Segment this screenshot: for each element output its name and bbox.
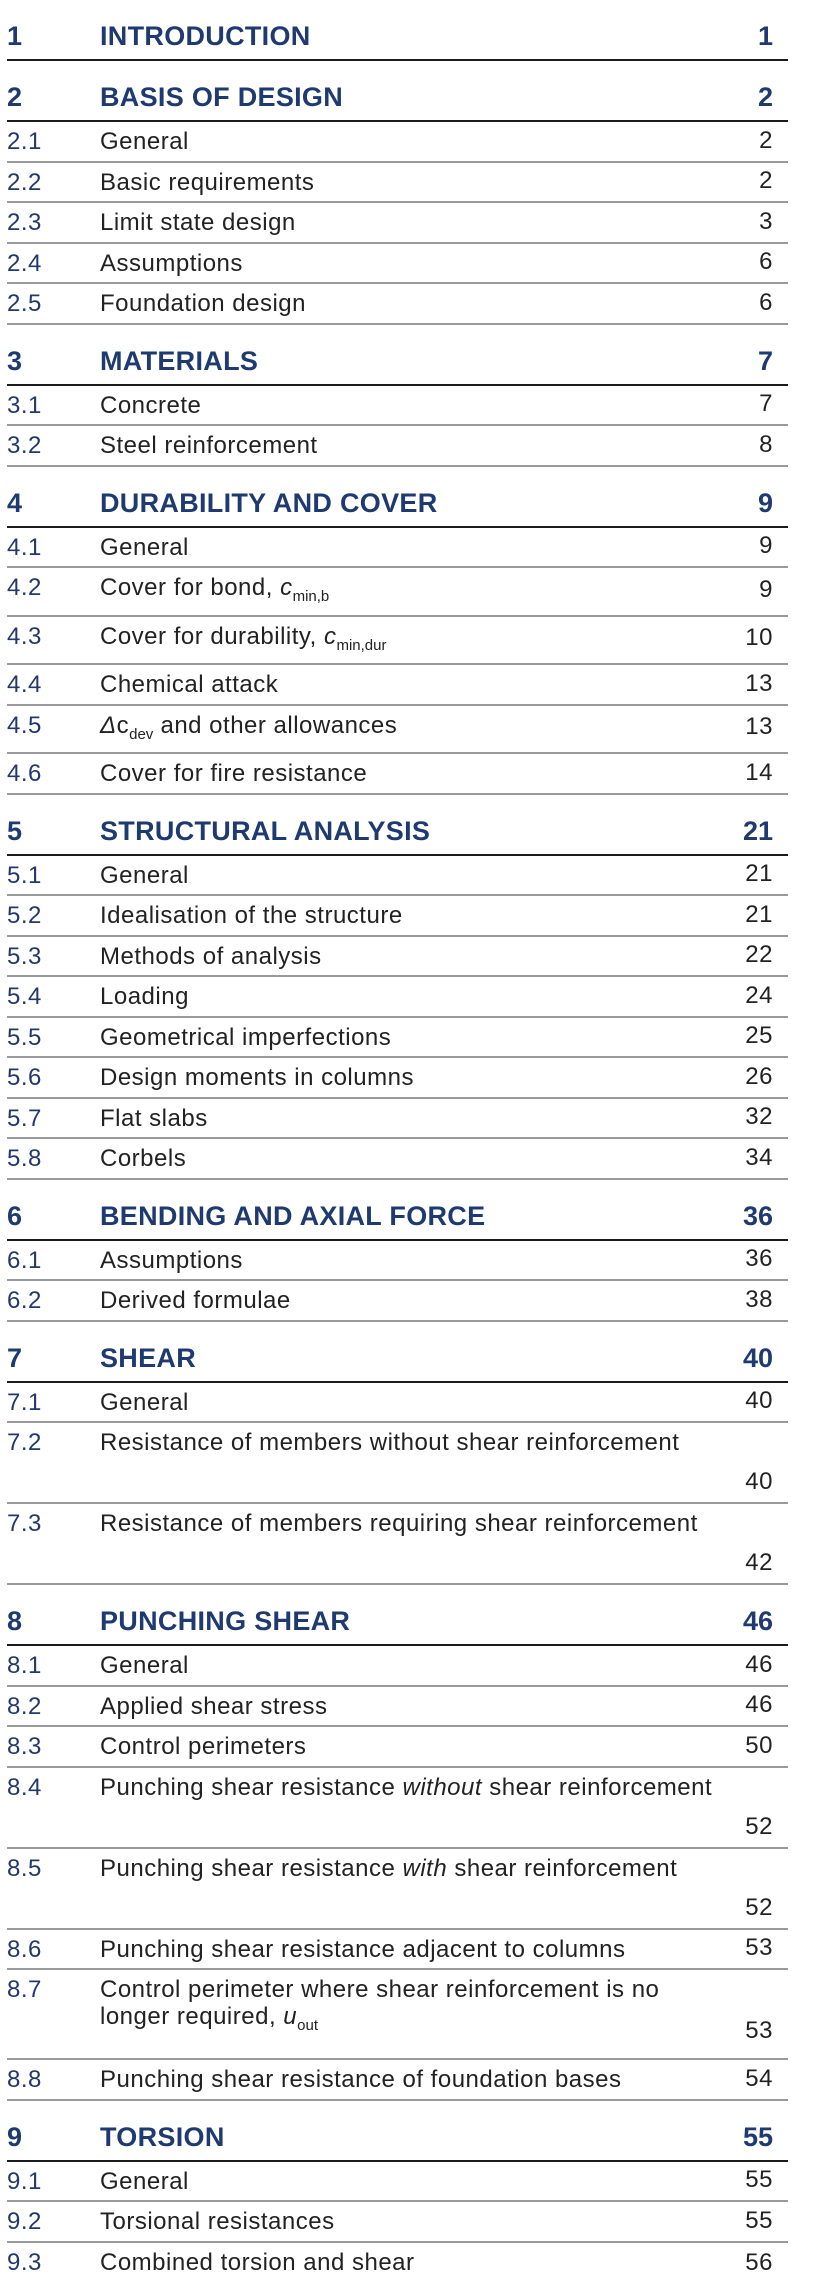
title-text: Limit state design [100,209,296,236]
page-number: 55 [745,2206,773,2234]
section-title [100,2168,713,2195]
section-number: 4.2 [7,574,42,601]
section-title [100,1247,713,1274]
toc-section-row[interactable] [7,1139,788,1180]
toc-section-row[interactable] [7,1849,788,1930]
section-title [100,432,713,459]
section-number: 5.2 [7,902,42,929]
chapter-number: 5 [7,815,23,846]
page-number: 50 [745,1731,773,1759]
italic-text: Δ [100,711,117,739]
title-text: General [100,128,189,155]
toc-section-row[interactable] [7,856,788,897]
title-text: shear reinforcement [447,1854,678,1882]
section-title [100,902,713,929]
chapter-number: 7 [7,1342,23,1373]
section-number: 2.5 [7,290,42,317]
section-title [100,574,713,605]
title-text: Combined torsion and shear [100,2248,415,2276]
chapter-title [100,1343,713,1373]
section-number: 6.2 [7,1287,42,1314]
section-title [100,1652,713,1679]
section-number: 9.2 [7,2208,42,2235]
section-number: 8.3 [7,1733,42,1760]
section-number: 2.3 [7,209,42,236]
page-number: 7 [759,390,773,417]
toc-section-row[interactable] [7,754,788,795]
chapter-title [100,21,713,51]
title-text: Assumptions [100,1246,243,1274]
page-number: 21 [745,860,773,887]
title-text: General [100,1388,189,1416]
toc-section-row[interactable] [7,1018,788,1059]
page-number: 46 [742,1606,773,1636]
section-number: 2.2 [7,168,42,196]
toc-chapter-row[interactable] [7,1585,788,1646]
page-number: 8 [759,430,773,458]
toc-section-row[interactable] [7,386,788,427]
toc-section-row[interactable] [7,528,788,569]
title-text: Torsional resistances [100,2208,335,2235]
page-number: 1 [757,21,773,51]
page-number: 55 [742,2121,773,2152]
section-title [100,711,713,743]
section-number: 9.3 [7,2248,42,2276]
toc-section-row[interactable] [7,2060,788,2101]
toc-section-row[interactable] [7,706,788,755]
title-text: MATERIALS [100,345,259,376]
section-title [100,1064,713,1091]
chapter-number: 3 [7,345,23,376]
chapter-title [100,488,713,518]
toc-section-row[interactable] [7,1241,788,1282]
italic-text: c [323,622,337,650]
toc-section-row[interactable] [7,1504,788,1585]
section-number: 6.1 [7,1246,42,1274]
section-title [100,2208,713,2235]
section-title [100,1389,713,1416]
toc-section-row[interactable] [7,1646,788,1687]
section-title [100,1855,713,1882]
section-title [100,983,713,1010]
section-title [100,1976,713,2034]
page-number: 13 [745,669,773,697]
title-text: Cover for bond, [100,574,281,601]
section-title [100,209,713,236]
page-number: 3 [759,207,773,235]
section-title [100,1024,713,1051]
toc-section-row[interactable] [7,426,788,467]
section-number: 2.1 [7,128,42,155]
section-title [100,2249,713,2276]
toc-section-row[interactable] [7,122,788,163]
section-number: 5.8 [7,1145,42,1172]
page-number: 36 [742,1200,773,1231]
section-title [100,1774,713,1801]
section-number: 7.3 [7,1510,42,1537]
section-number: 3.1 [7,391,42,419]
chapter-number: 9 [7,2121,23,2152]
title-text: Punching shear resistance of foundation bases [100,2066,622,2093]
title-text: Cover for durability, [100,622,324,650]
italic-text: without [402,1773,483,1801]
chapter-title [100,82,713,112]
toc-section-row[interactable] [7,896,788,937]
page-number: 53 [745,2017,773,2044]
page-number: 7 [757,345,773,376]
section-number: 5.3 [7,942,42,970]
page-number: 55 [745,2166,773,2193]
title-text: Foundation design [100,290,306,317]
title-text: PUNCHING SHEAR [100,1606,351,1636]
title-text: General [100,2167,189,2195]
italic-text: c [280,574,293,601]
title-text: Applied shear stress [100,1692,328,1720]
section-number: 8.7 [7,1976,42,2003]
chapter-number: 1 [7,21,23,51]
section-title [100,1105,713,1132]
section-title [100,1733,713,1760]
section-title [100,622,713,654]
toc-section-row[interactable] [7,1383,788,1424]
page-number: 9 [757,487,773,518]
table-of-contents [7,0,788,2283]
section-number: 5.6 [7,1064,42,1091]
section-number: 3.2 [7,432,42,459]
page-number: 13 [745,713,773,740]
section-title [100,671,713,698]
toc-chapter-row[interactable] [7,0,788,61]
section-title [100,1936,713,1963]
toc-chapter-row[interactable] [7,795,788,856]
toc-section-row[interactable] [7,1930,788,1971]
title-text: c [116,711,130,739]
title-text: Design moments in columns [100,1064,414,1091]
title-text: DURABILITY AND COVER [100,487,438,518]
title-text: Resistance of members requiring shear reinforcement [100,1510,698,1537]
italic-text: with [402,1854,448,1882]
subscript-text: min,b [292,588,330,605]
section-title [100,534,713,561]
section-number: 7.1 [7,1388,42,1416]
title-text: General [100,533,189,561]
title-text: SHEAR [100,1342,197,1373]
chapter-title [100,1201,713,1231]
page-number: 25 [745,1022,773,1049]
title-text: Geometrical imperfections [100,1023,392,1051]
section-title [100,943,713,970]
section-number: 8.8 [7,2066,42,2093]
title-text: Flat slabs [100,1104,208,1132]
page-number: 40 [742,1342,773,1373]
section-title [100,1287,713,1314]
section-title [100,392,713,419]
section-title [100,290,713,317]
page-number: 32 [745,1103,773,1130]
page-number: 14 [745,758,773,786]
page-number: 21 [745,900,773,928]
page-number: 6 [759,248,773,275]
section-title [100,250,713,277]
toc-section-row[interactable] [7,163,788,204]
page-number: 10 [745,624,773,651]
toc-section-row[interactable] [7,203,788,244]
title-text: and other allowances [153,711,398,739]
toc-chapter-row[interactable] [7,61,788,122]
page-number: 56 [745,2248,773,2276]
page-number: 46 [745,1691,773,1718]
toc-section-row[interactable] [7,937,788,978]
toc-chapter-row[interactable] [7,1180,788,1241]
page-number: 52 [745,1812,773,1840]
toc-section-row[interactable] [7,1768,788,1849]
section-title [100,128,713,155]
section-title [100,169,713,196]
section-number: 9.1 [7,2167,42,2195]
toc-section-row[interactable] [7,1058,788,1099]
section-number: 4.1 [7,533,42,561]
toc-chapter-row[interactable] [7,467,788,528]
italic-text: u [283,2003,298,2030]
page-number: 46 [745,1650,773,1678]
section-number: 4.3 [7,622,42,650]
title-text: General [100,1652,189,1679]
title-text: INTRODUCTION [100,21,311,51]
section-title [100,1429,713,1456]
section-number: 2.4 [7,249,42,277]
toc-chapter-row[interactable] [7,2101,788,2162]
section-number: 4.5 [7,711,42,739]
toc-section-row[interactable] [7,1687,788,1728]
title-text: Assumptions [100,249,243,277]
section-title [100,1510,713,1537]
section-title [100,1145,713,1172]
title-text: Derived formulae [100,1287,291,1314]
title-text: Control perimeters [100,1733,307,1760]
section-title [100,2066,713,2093]
section-number: 5.7 [7,1104,42,1132]
title-text: Steel reinforcement [100,432,318,459]
title-text: Loading [100,983,189,1010]
section-number: 8.5 [7,1854,42,1882]
section-title [100,1693,713,1720]
section-number: 5.4 [7,983,42,1010]
page-number: 42 [745,1549,773,1576]
toc-section-row[interactable] [7,665,788,706]
page-number: 40 [745,1468,773,1495]
section-title [100,862,713,889]
title-text: Corbels [100,1145,187,1172]
section-number: 8.4 [7,1773,42,1801]
toc-section-row[interactable] [7,568,788,617]
toc-section-row[interactable] [7,2202,788,2243]
title-text: Methods of analysis [100,942,322,970]
title-text: Idealisation of the structure [100,902,403,929]
title-text: Chemical attack [100,671,279,698]
title-text: Punching shear resistance [100,1773,403,1801]
page-number: 52 [745,1893,773,1921]
page-number: 2 [757,82,773,112]
chapter-title [100,816,713,846]
toc-section-row[interactable] [7,244,788,285]
section-number: 8.6 [7,1935,42,1963]
page-number: 6 [759,288,773,316]
page-number: 9 [759,575,773,603]
section-number: 5.5 [7,1023,42,1051]
section-number: 5.1 [7,861,42,889]
page-number: 24 [745,981,773,1009]
title-text: STRUCTURAL ANALYSIS [100,815,431,846]
subscript-text: min,dur [336,636,387,654]
toc-chapter-row[interactable] [7,1322,788,1383]
page-number: 38 [745,1285,773,1313]
toc-section-row[interactable] [7,2162,788,2203]
toc-section-row[interactable] [7,977,788,1018]
title-text: TORSION [100,2121,225,2152]
toc-section-row[interactable] [7,617,788,666]
toc-section-row[interactable] [7,284,788,325]
section-number: 8.1 [7,1652,42,1679]
title-text: Cover for fire resistance [100,760,368,787]
section-number: 4.4 [7,671,42,698]
section-title [100,760,713,787]
page-number: 34 [745,1143,773,1171]
page-number: 40 [745,1387,773,1414]
toc-section-row[interactable] [7,1281,788,1322]
toc-chapter-row[interactable] [7,325,788,386]
page-number: 2 [759,126,773,154]
page-number: 53 [745,1934,773,1961]
title-text: Concrete [100,391,202,419]
page-number: 2 [759,167,773,194]
title-text: BENDING AND AXIAL FORCE [100,1200,486,1231]
page-number: 36 [745,1245,773,1272]
chapter-title [100,2122,713,2152]
page-number: 22 [745,941,773,968]
toc-section-row[interactable] [7,2243,788,2283]
title-text: Punching shear resistance [100,1854,403,1882]
chapter-number: 2 [7,82,23,112]
page-number: 54 [745,2064,773,2092]
page-number: 9 [759,532,773,559]
section-number: 7.2 [7,1429,42,1456]
chapter-number: 4 [7,487,23,518]
toc-section-row[interactable] [7,1970,788,2060]
subscript-text: dev [129,725,154,743]
toc-section-row[interactable] [7,1423,788,1504]
chapter-number: 8 [7,1606,23,1636]
chapter-title [100,346,713,376]
page-number: 21 [742,815,773,846]
title-text: General [100,861,189,889]
title-text: BASIS OF DESIGN [100,82,344,112]
chapter-number: 6 [7,1200,23,1231]
title-text: Punching shear resistance adjacent to columns [100,1935,626,1963]
page-number: 26 [745,1062,773,1090]
subscript-text: out [297,2017,318,2034]
title-text: shear reinforcement [482,1773,713,1801]
toc-section-row[interactable] [7,1099,788,1140]
chapter-title [100,1606,713,1636]
title-text: Control perimeter where shear reinforcement is no longer required, [100,1976,660,2030]
title-text: Resistance of members without shear reinforcement [100,1429,680,1456]
section-number: 8.2 [7,1692,42,1720]
section-number: 4.6 [7,760,42,787]
toc-section-row[interactable] [7,1727,788,1768]
title-text: Basic requirements [100,168,315,196]
